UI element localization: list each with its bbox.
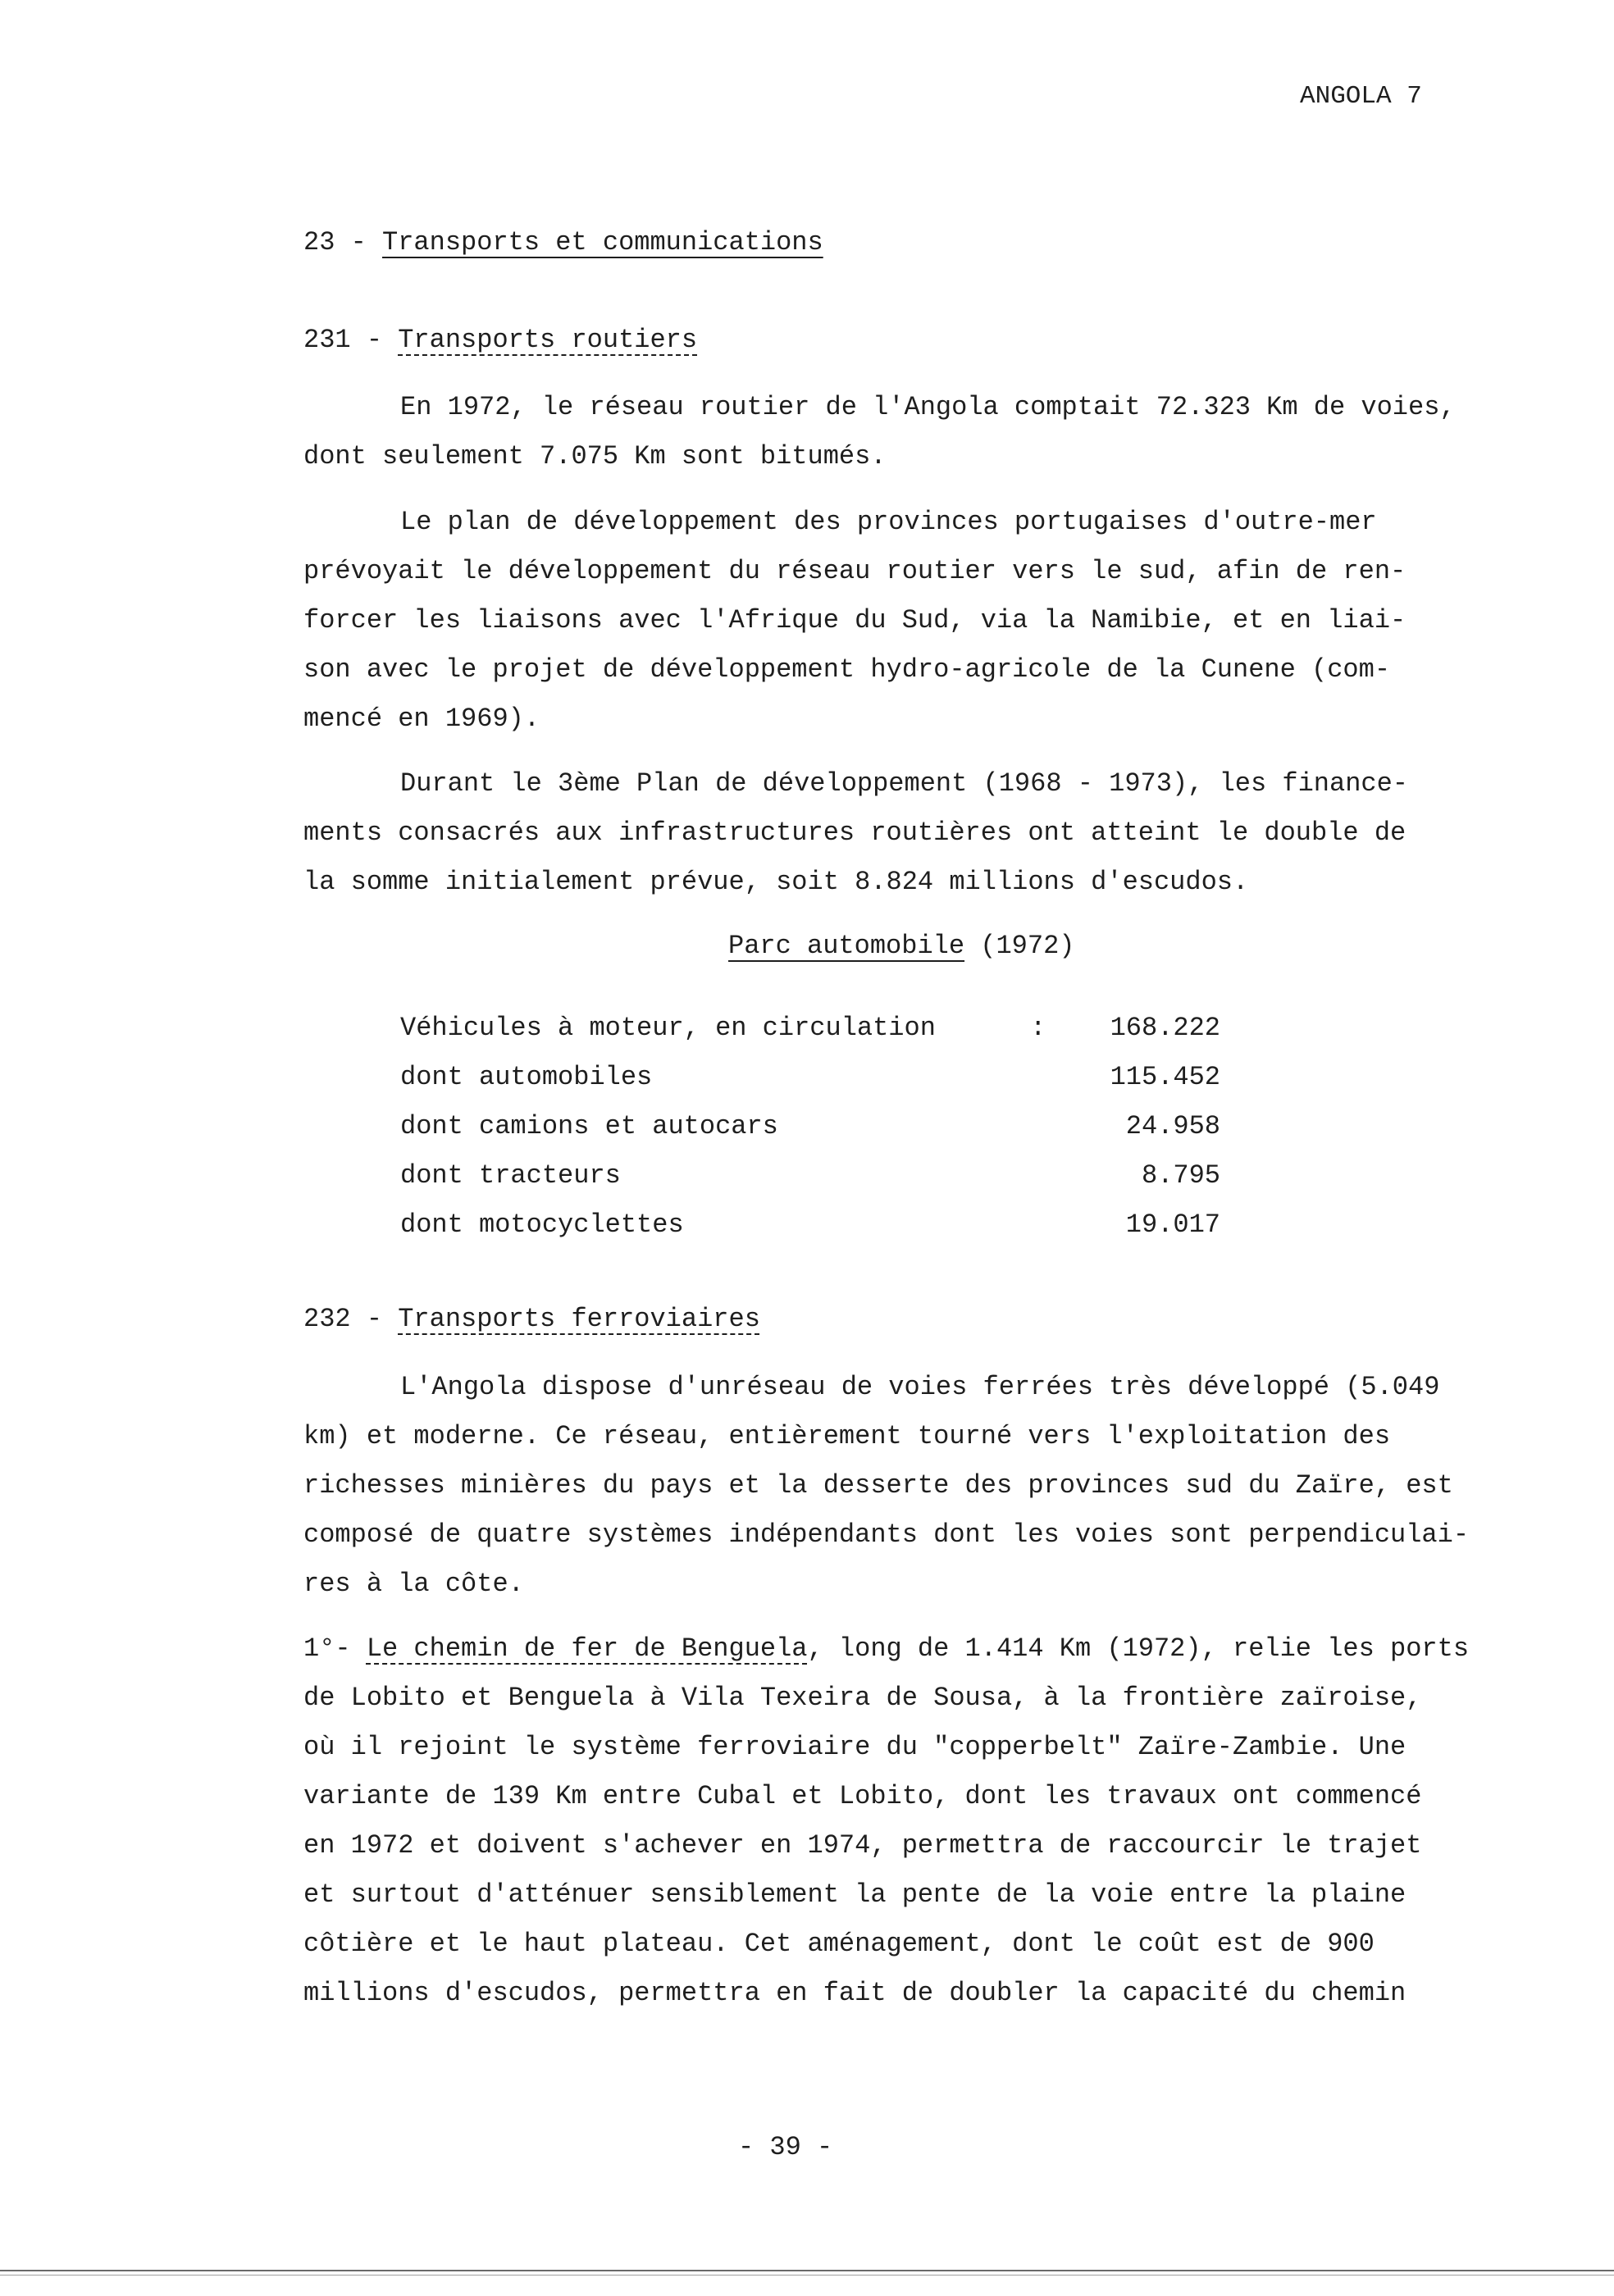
text-line: mencé en 1969). <box>303 704 540 734</box>
table-row <box>400 1151 1220 1200</box>
paragraph-rail-network <box>303 1363 1517 1609</box>
text-line: de Lobito et Benguela à Vila Texeira de Sousa, à la frontière zaïroise, <box>303 1683 1422 1713</box>
text-line: Le plan de développement des provinces portugaises d'outre-mer <box>400 507 1377 537</box>
text-line: où il rejoint le système ferroviaire du "copperbelt" Zaïre-Zambie. Une <box>303 1732 1407 1762</box>
section-heading-231 <box>303 325 697 355</box>
row-value: 115.452 <box>1110 1062 1220 1092</box>
text-line: variante de 139 Km entre Cubal et Lobito, dont les travaux ont commencé <box>303 1781 1422 1811</box>
section-title: Transports ferroviaires <box>398 1304 760 1334</box>
text-line: son avec le projet de développement hydro-agricole de la Cunene (com- <box>303 654 1391 685</box>
row-value: 8.795 <box>1141 1160 1220 1191</box>
row-value: 168.222 <box>1110 1013 1220 1043</box>
table-caption <box>728 931 1074 961</box>
text-line: prévoyait le développement du réseau routier vers le sud, afin de ren- <box>303 556 1407 586</box>
text-line: res à la côte. <box>303 1569 524 1599</box>
section-number: 231 - <box>303 325 399 355</box>
paragraph-roads-funding <box>303 759 1517 907</box>
table-row <box>400 1102 1220 1151</box>
text-line: millions d'escudos, permettra en fait de doubler la capacité du chemin <box>303 1978 1407 2008</box>
text-line: la somme initialement prévue, soit 8.824 millions d'escudos. <box>303 867 1249 897</box>
row-label: dont automobiles <box>400 1062 653 1092</box>
section-heading-23 <box>303 227 823 257</box>
text-line: Durant le 3ème Plan de développement (1968 - 1973), les finance- <box>400 768 1408 799</box>
row-value: 24.958 <box>1125 1111 1220 1141</box>
table-row <box>400 1200 1220 1250</box>
text-line: côtière et le haut plateau. Cet aménagement, dont le coût est de 900 <box>303 1929 1375 1959</box>
footer-rule-secondary <box>0 2275 1614 2276</box>
paragraph-roads-plan <box>303 498 1517 744</box>
row-value: 19.017 <box>1125 1210 1220 1240</box>
running-header: ANGOLA 7 <box>1300 82 1422 111</box>
text-fragment: , long de 1.414 Km (1972), relie les ports <box>807 1633 1470 1664</box>
text-line: L'Angola dispose d'unréseau de voies ferrées très développé (5.049 <box>400 1372 1440 1402</box>
table-caption-title: Parc automobile <box>728 931 965 961</box>
text-line: composé de quatre systèmes indépendants dont les voies sont perpendiculai- <box>303 1519 1470 1550</box>
paragraph-benguela-railway <box>303 1624 1517 2018</box>
text-line: richesses minières du pays et la desserte des provinces sud du Zaïre, est <box>303 1470 1453 1501</box>
text-line: En 1972, le réseau routier de l'Angola comptait 72.323 Km de voies, <box>400 392 1456 422</box>
text-line: forcer les liaisons avec l'Afrique du Sud, via la Namibie, et en liai- <box>303 605 1407 636</box>
footer-rule <box>0 2270 1614 2271</box>
list-prefix: 1°- <box>303 1633 367 1664</box>
section-number: 232 - <box>303 1304 399 1334</box>
vehicle-fleet-table <box>400 1004 1220 1250</box>
text-line: et surtout d'atténuer sensiblement la pente de la voie entre la plaine <box>303 1879 1407 1910</box>
table-row <box>400 1004 1220 1053</box>
railway-name: Le chemin de fer de Benguela <box>366 1633 808 1664</box>
text-line: km) et moderne. Ce réseau, entièrement tourné vers l'exploitation des <box>303 1421 1391 1451</box>
text-line <box>303 1624 1517 1674</box>
row-label: dont motocyclettes <box>400 1210 684 1240</box>
section-heading-232 <box>303 1304 760 1334</box>
row-label: dont tracteurs <box>400 1160 621 1191</box>
text-line: en 1972 et doivent s'achever en 1974, permettra de raccourcir le trajet <box>303 1830 1422 1861</box>
row-label: Véhicules à moteur, en circulation : <box>400 1013 1046 1043</box>
table-caption-year: (1972) <box>964 931 1075 961</box>
section-title: Transports et communications <box>382 227 823 257</box>
text-line: ments consacrés aux infrastructures routières ont atteint le double de <box>303 818 1407 848</box>
paragraph-roads-network <box>303 383 1517 481</box>
row-label: dont camions et autocars <box>400 1111 778 1141</box>
section-number: 23 - <box>303 227 383 257</box>
section-title: Transports routiers <box>398 325 698 355</box>
table-row <box>400 1053 1220 1102</box>
text-line: dont seulement 7.075 Km sont bitumés. <box>303 441 887 472</box>
page-number: - 39 - <box>738 2132 833 2162</box>
